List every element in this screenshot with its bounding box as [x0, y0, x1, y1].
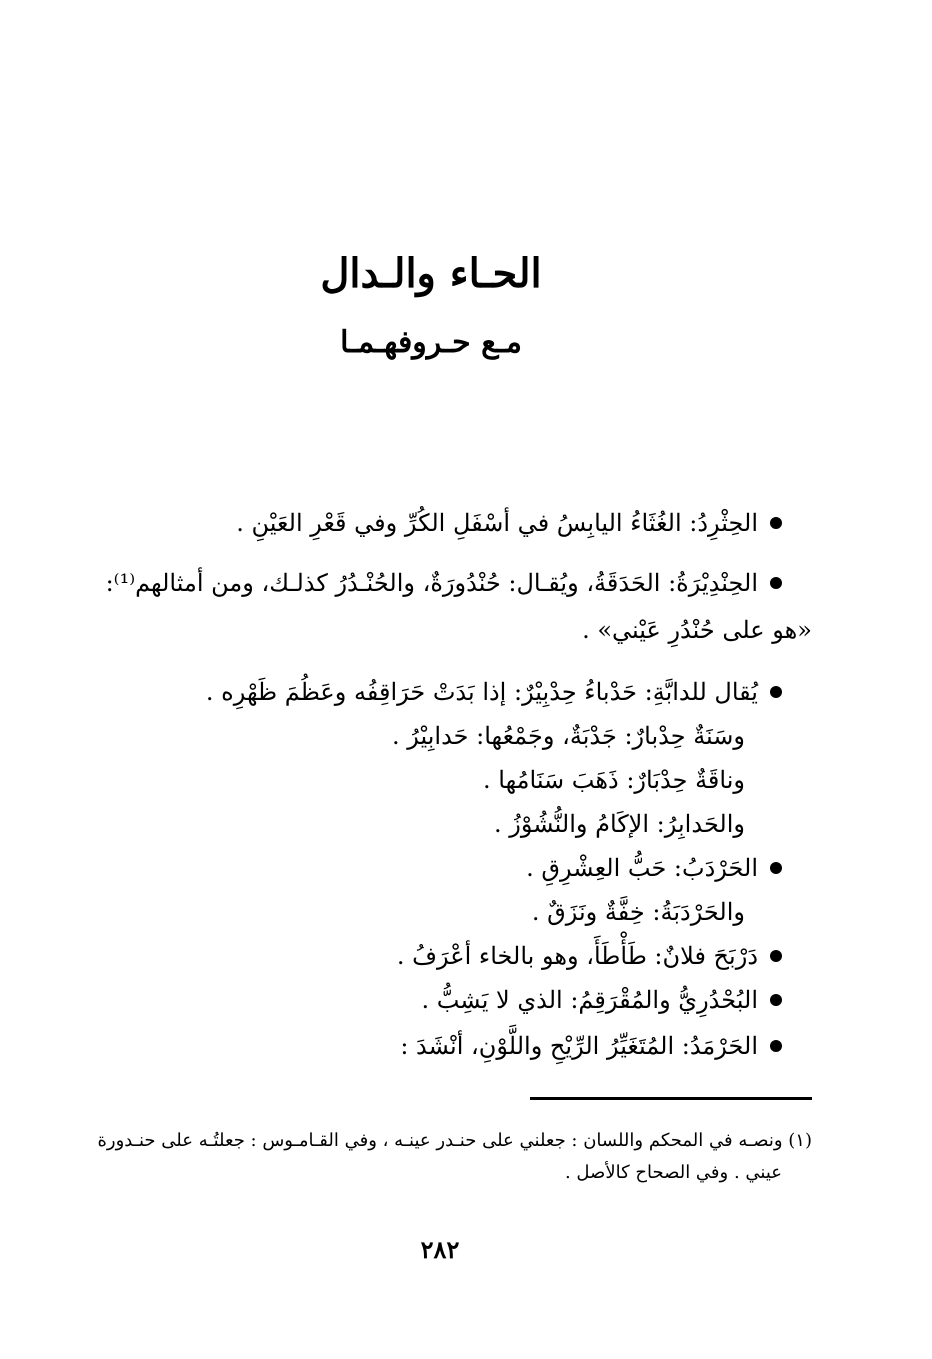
- footnote-divider: [530, 1097, 812, 1100]
- entry-text: والحَدابِرُ: الإكَامُ والنُّشُوْزُ .: [493, 810, 745, 838]
- entry-text: وناقَةٌ حِدْبَارٌ: ذَهَبَ سَنَامُها .: [483, 766, 745, 794]
- entry-hidbir-sub: [494, 804, 745, 844]
- entry-text: الحِنْدِيْرَةُ: الحَدَقَةُ، ويُقـال: حُنْدُورَةٌ، والحُنْـدُرُ كذلـك، ومن أمثالهم⁽¹⁾:: [105, 569, 758, 597]
- entry-text: الحَرْمَدُ: المُتَغَيِّرُ الرِّيْحِ واللَّوْنِ، أنْشَدَ :: [400, 1032, 758, 1060]
- entry-text: البُحْدُرِيُّ والمُقْرَقِمُ: الذي لا يَشِبُّ .: [421, 986, 758, 1014]
- entry-hidbir: [206, 672, 782, 712]
- footnote-line: عيني . وفي الصحاح كالأصل .: [564, 1162, 782, 1183]
- entry-darbaha: [397, 936, 782, 976]
- entry-text: «هو على حُنْدُرِ عَيْني» .: [582, 616, 812, 644]
- bullet-icon: [770, 994, 782, 1006]
- bullet-icon: [770, 517, 782, 529]
- entry-hardab-sub: [532, 892, 745, 932]
- bullet-icon: [770, 1040, 782, 1052]
- chapter-subtitle: مـع حـروفهـمـا: [340, 325, 522, 360]
- entry-hidbir-sub: [392, 716, 745, 756]
- entry-text: الحِثْرِدُ: الغُثَاءُ اليابِسُ في أسْفَلِ الكُرِّ وفي قَعْرِ العَيْنِ .: [236, 509, 758, 537]
- entry-hardab: [526, 848, 782, 888]
- bullet-icon: [770, 577, 782, 589]
- entry-buhduri: [421, 980, 782, 1020]
- bullet-icon: [770, 862, 782, 874]
- entry-hindira: [106, 563, 782, 603]
- entry-text: والحَرْدَبَةُ: خِفَّةٌ ونَزَقٌ .: [531, 898, 745, 926]
- entry-text: وسَنَةٌ حِدْبارٌ: جَدْبَةٌ، وجَمْعُها: حَدابِيْرُ .: [391, 722, 745, 750]
- footnote-line: (١) ونصـه في المحكم واللسان : جعلني على حنـدر عينـه ، وفي القـامـوس : جعلتُـه على حنـدورة: [97, 1130, 812, 1151]
- entry-hidbir-sub: [483, 760, 745, 800]
- entry-harmad: [400, 1026, 782, 1066]
- entry-text: يُقال للدابَّةِ: حَدْباءُ حِدْبِيْرٌ: إذا بَدَتْ حَرَاقِفُه وعَظُمَ ظَهْرِه .: [205, 678, 758, 706]
- entry-hindira-continuation: [582, 610, 812, 650]
- bullet-icon: [770, 686, 782, 698]
- entry-text: الحَرْدَبُ: حَبُّ العِشْرِقِ .: [526, 854, 758, 882]
- entry-hithrid: [236, 503, 782, 543]
- entry-text: دَرْبَحَ فلانٌ: طَأْطَأَ، وهو بالخاء أعْرَفُ .: [396, 942, 758, 970]
- page-number: ٢٨٢: [420, 1235, 460, 1264]
- chapter-title: الحـاء والـدال: [320, 250, 542, 297]
- bullet-icon: [770, 950, 782, 962]
